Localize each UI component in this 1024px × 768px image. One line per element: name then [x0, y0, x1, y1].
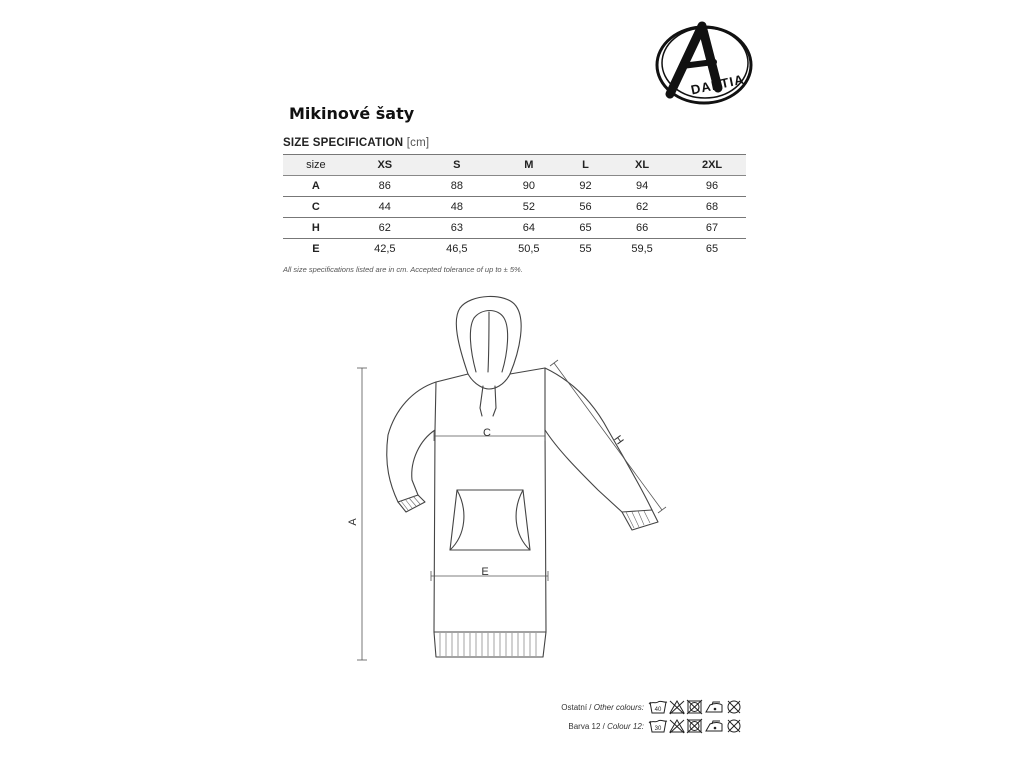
size-col-xs: XS — [349, 155, 421, 176]
no-tumble-dry-icon — [687, 700, 702, 714]
no-dry-clean-icon — [728, 701, 740, 713]
care-row-other — [520, 699, 748, 715]
iron-icon — [706, 721, 722, 731]
table-cell: 52 — [493, 197, 565, 218]
no-tumble-dry-icon — [687, 719, 702, 733]
table-cell: 59,5 — [631, 243, 653, 255]
size-col-m: M — [493, 155, 565, 176]
table-row — [283, 176, 746, 197]
size-col-l: L — [565, 155, 606, 176]
table-cell: 92 — [565, 176, 606, 197]
care-label-cs: Ostatní / — [561, 702, 592, 712]
table-row — [283, 218, 746, 239]
care-label-cs: Barva 12 / — [568, 721, 605, 731]
measure-label-c: C — [483, 427, 491, 439]
row-label: A — [283, 176, 349, 197]
care-label — [520, 722, 644, 731]
table-cell: 86 — [349, 176, 421, 197]
spec-heading — [283, 137, 429, 149]
table-cell: 96 — [678, 176, 746, 197]
care-label — [520, 703, 644, 712]
table-cell: 42,5 — [374, 243, 396, 255]
table-cell: 56 — [565, 197, 606, 218]
table-cell: 67 — [678, 218, 746, 239]
spec-heading-label: SIZE SPECIFICATION — [283, 137, 404, 149]
no-dry-clean-icon — [728, 720, 740, 732]
size-table — [283, 154, 746, 259]
size-col-xl: XL — [606, 155, 678, 176]
wash-temp-label: 40 — [654, 707, 662, 713]
size-col-2xl: 2XL — [678, 155, 746, 176]
measure-label-e: E — [481, 566, 489, 578]
wash-icon — [649, 720, 667, 732]
table-row — [283, 239, 746, 260]
table-cell: 55 — [579, 243, 592, 255]
row-label: C — [283, 197, 349, 218]
table-cell: 94 — [606, 176, 678, 197]
table-cell: 48 — [421, 197, 493, 218]
adaptia-logo-icon — [652, 18, 756, 110]
tolerance-note: All size specifications listed are in cm. Accepted tolerance of up to ± 5%. — [283, 265, 523, 274]
logo-text: DAPTIA — [689, 71, 746, 98]
care-symbols — [648, 699, 748, 715]
table-cell: 66 — [606, 218, 678, 239]
size-header: size — [283, 155, 349, 176]
table-cell: 62 — [606, 197, 678, 218]
row-label: H — [283, 218, 349, 239]
size-col-s: S — [421, 155, 493, 176]
wash-icon — [649, 701, 667, 713]
table-cell: 46,5 — [446, 243, 468, 255]
measure-label-h: H — [611, 433, 626, 447]
spec-unit: [cm] — [406, 137, 430, 149]
table-cell: 63 — [421, 218, 493, 239]
table-cell: 90 — [493, 176, 565, 197]
table-cell: 44 — [349, 197, 421, 218]
table-cell: 65 — [565, 218, 606, 239]
table-row — [283, 197, 746, 218]
table-cell: 50,5 — [518, 243, 540, 255]
table-cell: 88 — [421, 176, 493, 197]
measure-label-a: A — [347, 518, 359, 526]
table-cell: 62 — [349, 218, 421, 239]
hoodie-dress-outline-icon — [340, 290, 680, 675]
no-bleach-icon — [670, 720, 684, 733]
table-cell: 64 — [493, 218, 565, 239]
wash-temp-label: 30 — [654, 726, 662, 732]
care-row-colour12 — [520, 718, 748, 734]
iron-icon — [706, 702, 722, 712]
care-symbols — [648, 718, 748, 734]
table-header-row — [283, 155, 746, 176]
care-label-en: Colour 12: — [607, 721, 644, 731]
page-title: Mikinové šaty — [289, 104, 415, 123]
table-cell: 68 — [678, 197, 746, 218]
table-cell: 65 — [705, 243, 719, 255]
row-label: E — [312, 243, 320, 255]
care-label-en: Other colours: — [593, 702, 644, 712]
no-bleach-icon — [670, 701, 684, 714]
